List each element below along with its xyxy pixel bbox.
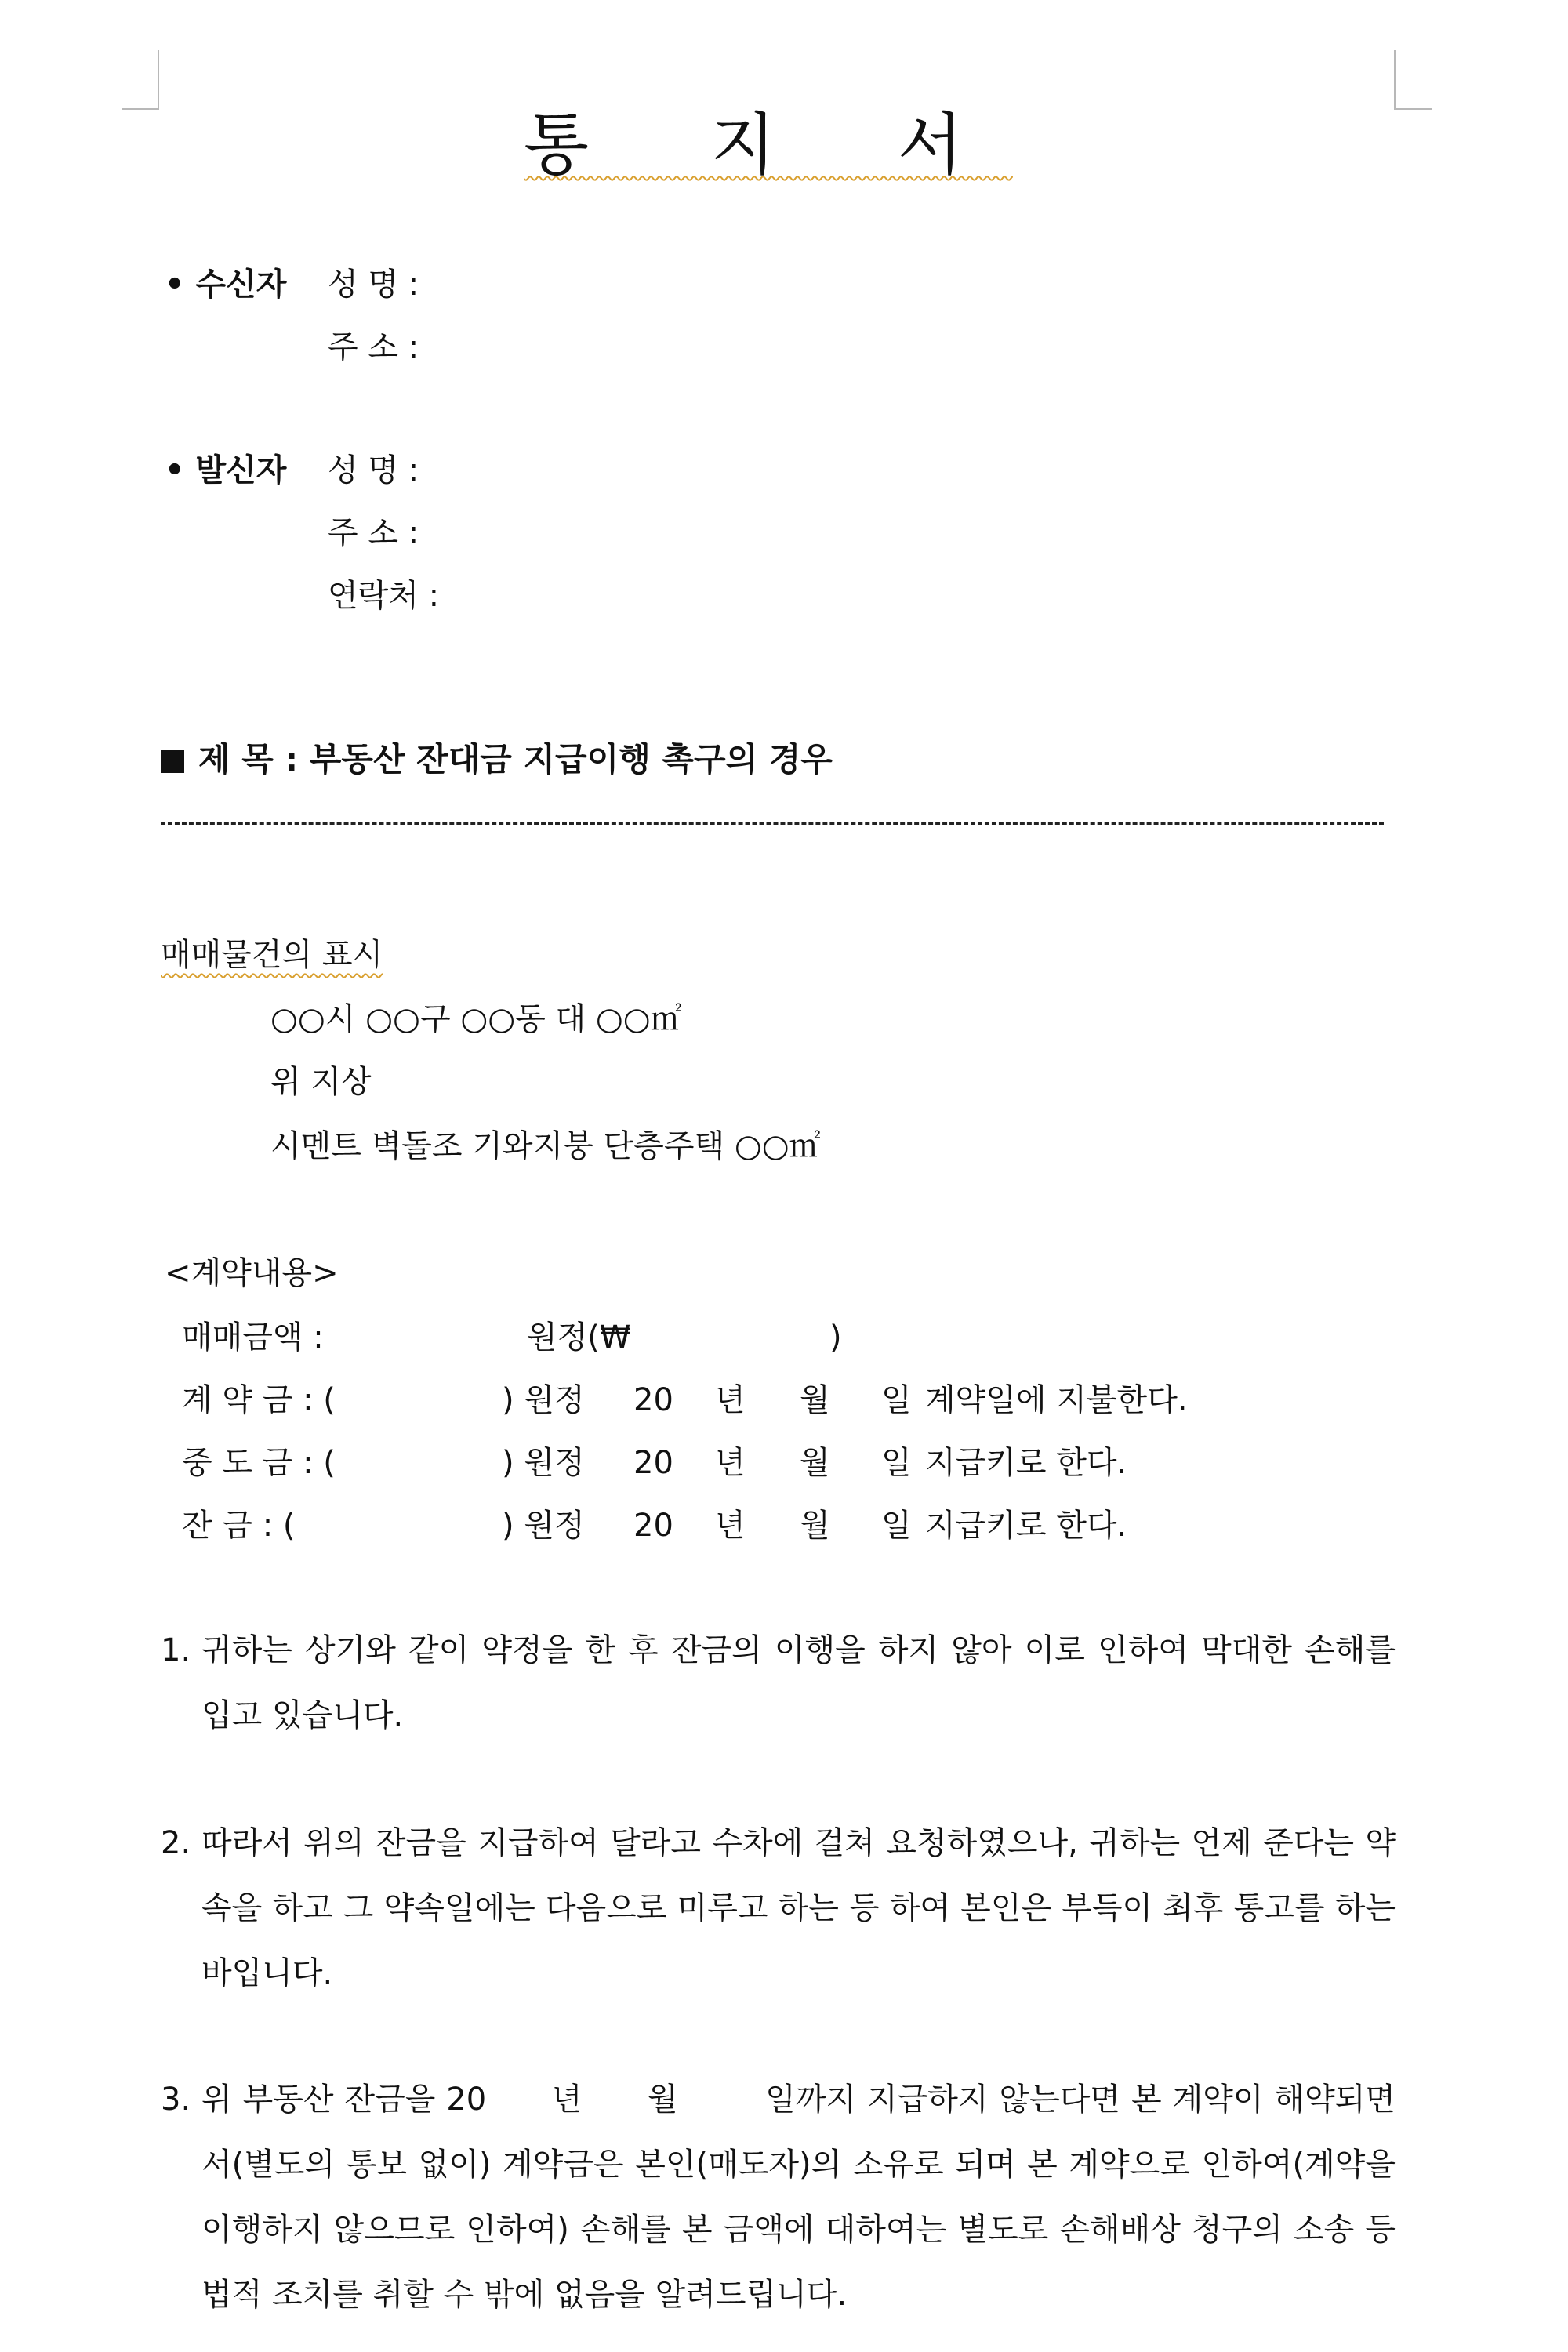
recipient-address-label: 주 소 : — [328, 329, 419, 365]
sale-price-close: ) — [829, 1319, 842, 1356]
sale-price-won: 원정(₩ — [527, 1319, 631, 1356]
balance-payment-nyeon: 년 — [715, 1508, 746, 1544]
property-heading: 매매물건의 표시 — [161, 937, 383, 973]
recipient-label: • 수신자 — [165, 267, 287, 303]
balance-payment-il: 일 — [881, 1508, 912, 1544]
sender-contact-label: 연락처 : — [328, 578, 440, 614]
paragraph-2-number: 2. — [161, 1825, 191, 1861]
property-line-3: 시멘트 벽돌조 기와지붕 단층주택 ○○㎡ — [270, 1128, 821, 1164]
interim-payment-label: 중 도 금 : ( — [182, 1445, 336, 1481]
down-payment-il: 일 — [881, 1382, 912, 1418]
balance-payment-year: 20 — [633, 1508, 673, 1544]
paragraph-2-text: 따라서 위의 잔금을 지급하여 달라고 수차에 걸쳐 요청하였으나, 귀하는 언제 준다는 약속을 하고 그 약속일에는 다음으로 미루고 하는 등 하여 본인은 부득이 최후 통고를 하는 바입니다. — [201, 1825, 1396, 1991]
interim-payment-wol: 월 — [800, 1445, 830, 1481]
paragraph-1 — [161, 1618, 1396, 1748]
paragraph-3-number: 3. — [161, 2082, 191, 2118]
paragraph-1-text: 귀하는 상기와 같이 약정을 한 후 잔금의 이행을 하지 않아 이로 인하여 막대한 손해를 입고 있습니다. — [201, 1632, 1396, 1733]
balance-payment-won: ) 원정 — [502, 1508, 585, 1544]
page-corner-mark-top-right — [1394, 50, 1432, 110]
property-line-1: ○○시 ○○구 ○○동 대 ○○㎡ — [270, 1001, 682, 1037]
sale-price-label: 매매금액 : — [182, 1319, 324, 1356]
title-text: 통 지 서 — [524, 106, 1013, 184]
paragraph-3-text: 위 부동산 잔금을 20 년 월 일까지 지급하지 않는다면 본 계약이 해약되면서(별도의 통보 없이) 계약금은 본인(매도자)의 소유로 되며 본 계약으로 인하여(계약을 이행하지 않으므로 인하여) 손해를 본 금액에 대하여는 별도로 손해배상 청구의 소송 등 법적 조치를 취할 수 밖에 없음을 알려드립니다. — [201, 2082, 1406, 2313]
page-corner-mark-top-left — [122, 50, 159, 110]
down-payment-nyeon: 년 — [715, 1382, 746, 1418]
down-payment-label: 계 약 금 : ( — [182, 1382, 336, 1418]
paragraph-3 — [161, 2067, 1406, 2328]
interim-payment-desc: 지급키로 한다. — [925, 1445, 1127, 1481]
interim-payment-year: 20 — [633, 1445, 673, 1481]
paragraph-2 — [161, 1811, 1396, 2006]
interim-payment-nyeon: 년 — [715, 1445, 746, 1481]
property-line-2: 위 지상 — [270, 1064, 372, 1100]
sender-label: • 발신자 — [165, 452, 287, 488]
down-payment-wol: 월 — [800, 1382, 830, 1418]
balance-payment-label: 잔 금 : ( — [182, 1508, 296, 1544]
balance-payment-desc: 지급키로 한다. — [925, 1508, 1127, 1544]
contract-heading: <계약내용> — [165, 1255, 339, 1291]
down-payment-won: ) 원정 — [502, 1382, 585, 1418]
sender-address-label: 주 소 : — [328, 515, 419, 551]
interim-payment-il: 일 — [881, 1445, 912, 1481]
subject-line — [161, 740, 833, 779]
subject-text: 제 목 : 부동산 잔대금 지급이행 촉구의 경우 — [198, 740, 833, 779]
square-bullet-icon — [161, 750, 184, 773]
document-title — [0, 106, 1537, 184]
balance-payment-wol: 월 — [800, 1508, 830, 1544]
down-payment-desc: 계약일에 지불한다. — [925, 1382, 1188, 1418]
dashed-divider — [161, 822, 1384, 825]
sender-name-label: 성 명 : — [328, 452, 419, 488]
interim-payment-won: ) 원정 — [502, 1445, 585, 1481]
paragraph-1-number: 1. — [161, 1632, 191, 1668]
down-payment-year: 20 — [633, 1382, 673, 1418]
recipient-name-label: 성 명 : — [328, 267, 419, 303]
